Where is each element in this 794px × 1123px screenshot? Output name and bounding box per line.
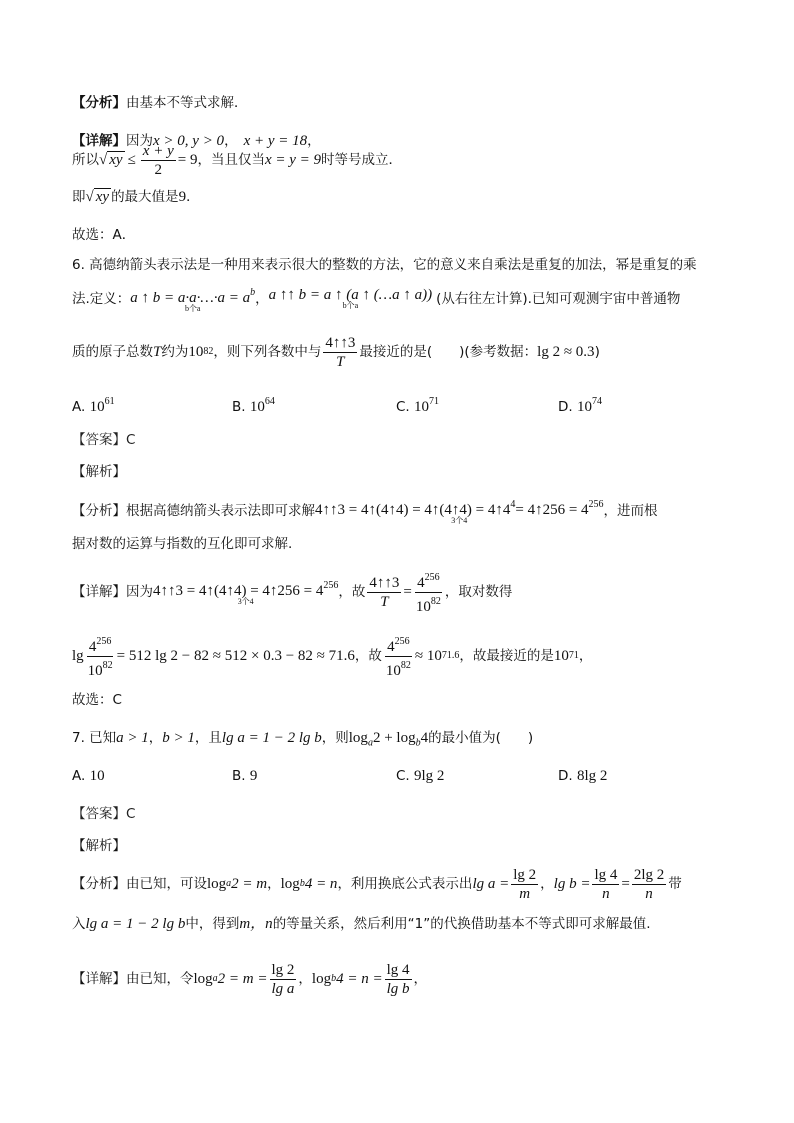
math-expr: 2 = m [231,876,268,892]
text: 法.定义： [72,291,131,307]
math-expr: lg 2 ≈ 0.3 [537,344,595,360]
q7-detail [72,954,427,1004]
q7-answer [72,804,135,824]
log-fn: log [280,876,300,892]
math-var: T [153,344,162,360]
log-fn: log [348,730,368,746]
math-expr: = 512 lg 2 − 82 ≈ 512 × 0.3 − 82 ≈ 71.6 [116,648,355,664]
underbrace-label: 3个4 [237,596,254,606]
arrow-def-2 [269,288,432,310]
superscript: 71 [568,650,579,661]
option-value: 9 [249,768,258,784]
text: ，当且仅当 [197,152,265,168]
text: 7. 已知 [72,730,117,746]
analysis-tag: 【分析】 [72,876,126,892]
q7-option-a[interactable] [72,768,105,785]
option-label: B. [232,768,246,784]
jiexi-text: 【解析】 [72,464,126,480]
math-expr: ≈ 10 [414,648,442,664]
q7-option-b[interactable] [232,768,257,785]
math-expr: 4 = n = [336,971,383,987]
sqrt-body: xy [109,152,123,168]
text: ，则下列各数中与 [213,344,322,360]
text: (从右往左计算).已知可观测宇宙中普通物 [436,291,681,307]
q6-stem-3 [72,330,600,374]
subscript: b [415,737,421,749]
option-value: 10 [89,768,105,784]
numerator: 2lg 2 [633,866,665,883]
choose-text: 故选：A． [72,227,136,243]
text: ， [307,133,321,149]
text: ，则 [321,730,349,746]
q7-option-d[interactable] [558,768,607,785]
fraction [367,574,401,611]
superscript: 82 [102,659,113,671]
q6-option-b[interactable] [232,396,275,416]
option-value: 8lg 2 [576,768,608,784]
math-expr: 2 + log [372,730,416,746]
math-expr: b > 1 [162,730,195,746]
sqrt-expr: √ xy [99,152,123,168]
math-expr: lg a = 1 − 2 lg b [221,730,322,746]
denominator: n [602,885,610,902]
numerator: 4 [387,638,395,655]
option-sup: 74 [591,396,602,407]
denominator: T [336,353,345,370]
answer-text: 【答案】C [72,806,136,822]
numerator: x + y [142,142,174,159]
arrow-expr [153,579,338,606]
option-sup: 64 [264,396,275,407]
option-label: D. [558,399,573,415]
math-base: 10 [553,648,569,664]
arrow-expr [315,498,604,525]
q7-jiexi [72,836,126,856]
text: 的最小值为( ) [428,730,534,746]
numerator: 4 [88,638,97,655]
option-base: 10 [89,399,105,415]
text: ，进而根 [603,503,658,519]
math-expr: lg b = [553,876,591,892]
jiexi-text: 【解析】 [72,838,126,854]
subscript: b [299,878,305,889]
math-expr: a > 1 [116,730,149,746]
option-base: 10 [576,399,592,415]
analysis-text: 由基本不等式求解． [126,95,248,111]
q7-stem [72,728,533,754]
denominator: 10 [385,662,401,679]
fraction [632,866,666,903]
arrow-def-1 [130,286,255,313]
answer-text: 【答案】C [72,432,136,448]
stem-text: 6. 高德纳箭头表示法是一种用来表示很大的整数的方法，它的意义来自乘法是重复的加法，幂是重复的乘 [72,257,697,273]
option-sup: 71 [429,396,440,407]
math-expr: m，n [239,916,273,932]
math-expr: 4↑↑3 = 4↑(4↑4) = 4↑256 = 4 [153,582,324,599]
q6-stem-2 [72,282,680,316]
text: 的最大值是 [111,189,179,205]
text: ， [578,648,593,664]
denominator: 10 [87,662,103,679]
option-label: C. [396,768,410,784]
superscript: b [250,286,256,298]
text: 根据高德纳箭头表示法即可求解 [126,503,315,519]
denominator: m [519,885,531,902]
text: ，取对数得 [444,584,513,600]
detail-tag: 【详解】 [72,133,126,149]
text: ， [413,971,428,987]
text: 据对数的运算与指数的互化即可求解. [72,536,293,552]
choose-text: 故选：C [72,692,122,708]
fraction [323,334,357,371]
numerator: lg 2 [271,961,295,978]
q6-answer [72,430,135,450]
option-label: A. [72,768,86,784]
text: 最接近的是( )(参考数据： [359,344,538,360]
superscript: 256 [323,579,339,591]
q6-log-line [72,634,592,678]
text: ， [255,291,269,307]
numerator: 4 [417,574,425,591]
superscript: 82 [430,595,441,607]
option-label: B. [232,399,246,415]
underbrace-label: b个a [184,303,201,313]
superscript: 82 [400,659,411,671]
superscript: 256 [96,635,112,647]
superscript: 82 [203,346,214,357]
fraction [592,866,619,903]
text: ， [540,876,554,892]
math-expr: lg a = [472,876,510,892]
numerator: lg 2 [513,866,537,883]
math-expr: 2 = m = [217,971,268,987]
q5-line3 [72,187,200,207]
text: 带 [668,876,682,892]
math-expr: 4↑↑3 = 4↑(4↑4) = 4↑(4↑4) = 4↑4 [315,501,511,518]
text: 入 [72,916,86,932]
superscript: 256 [394,635,410,647]
text: 中，得到 [185,916,240,932]
log-fn: log [207,876,227,892]
log-fn: log [311,971,332,987]
subscript: a [212,973,218,984]
math-expr: 9 [178,189,187,205]
text: 时等号成立． [321,152,403,168]
math-base: 10 [188,344,204,360]
text: 由已知，令 [126,971,194,987]
q5-choose [72,225,135,245]
math-expr: 4 [420,730,429,746]
q5-analysis [72,93,248,113]
numerator: 4↑↑3 [369,574,400,591]
numerator: lg 4 [594,866,618,883]
math-expr: = 4↑256 = 4 [515,501,589,518]
option-label: A. [72,399,86,415]
q6-analysis [72,494,658,528]
denominator: 2 [154,161,163,178]
detail-tag: 【详解】 [72,584,126,600]
text: ，利用换底公式表示出 [337,876,473,892]
superscript: 256 [424,571,440,583]
fraction [141,142,176,179]
denominator: T [380,593,389,610]
q6-choose [72,690,122,710]
q6-jiexi [72,462,126,482]
q6-option-c[interactable] [396,396,439,416]
q7-option-c[interactable] [396,768,444,785]
text: ， [148,730,163,746]
eq-sign: = [403,584,412,600]
fraction [511,866,538,903]
subscript: a [226,878,232,889]
denominator: 10 [415,598,431,615]
detail-tag: 【详解】 [72,971,126,987]
fraction [86,633,115,680]
math-expr: x + y = 18 [243,133,308,149]
eq-sign: = [621,876,630,892]
text: ) [594,344,600,360]
option-label: C. [396,399,410,415]
le-sign: ≤ [127,152,136,168]
analysis-tag: 【分析】 [72,95,126,111]
text: 因为 [126,584,153,600]
text: 的等量关系，然后利用“1”的代换借助基本不等式即可求解最值. [272,916,651,932]
denominator: lg b [386,980,410,997]
math-expr: x = y = 9 [264,152,322,168]
analysis-tag: 【分析】 [72,503,126,519]
math-expr: 4 = n [304,876,338,892]
sqrt-expr: √ xy [85,189,110,205]
log-fn: log [193,971,213,987]
q7-analysis-2 [72,914,651,934]
text: 由已知，可设 [126,876,207,892]
underbrace-label: 3个4 [451,515,468,525]
numerator: lg 4 [386,961,410,978]
q6-detail [72,570,512,614]
text: 即 [72,189,86,205]
q6-option-a[interactable] [72,396,115,416]
text: 约为 [161,344,189,360]
text: ，故 [338,584,366,600]
lg-prefix: lg [72,648,84,664]
subscript: a [367,737,373,749]
superscript: 71.6 [441,650,460,661]
q7-analysis [72,862,682,906]
math-expr: a ↑ b = a·a·…·a = a [130,289,251,306]
q6-option-d[interactable] [558,396,602,416]
fraction [384,633,413,680]
text: 质的原子总数 [72,344,153,360]
math-expr: a ↑↑ b = a ↑ (a ↑ (…a ↑ a)) [268,287,433,303]
denominator: n [645,885,653,902]
option-label: D. [558,768,573,784]
text: ， [298,971,312,987]
text: 因为 [126,133,153,149]
q5-line2 [72,138,402,182]
option-base: 10 [249,399,265,415]
text: 所以 [72,152,99,168]
text: ． [186,189,200,205]
superscript: 4 [510,498,516,510]
text: ， [224,133,238,149]
text: ，故最接近的是 [459,648,554,664]
fraction [414,569,443,616]
fraction [270,961,297,998]
text: ， [267,876,281,892]
fraction [385,961,412,998]
math-expr: x > 0, y > 0 [153,133,225,149]
sqrt-body: xy [95,189,110,205]
q6-stem-1 [72,255,697,275]
option-sup: 61 [104,396,115,407]
underbrace-label: b个a [342,301,359,310]
numerator: 4↑↑3 [325,334,356,351]
option-base: 10 [414,399,430,415]
denominator: lg a [271,980,295,997]
q6-analysis-2 [72,534,292,554]
superscript: 256 [588,498,604,510]
math-expr: = 9 [177,152,198,168]
math-expr: lg a = 1 − 2 lg b [85,916,186,932]
text: ，故 [354,648,382,664]
option-value: 9lg 2 [414,768,445,784]
text: ，且 [194,730,222,746]
subscript: b [331,973,337,984]
